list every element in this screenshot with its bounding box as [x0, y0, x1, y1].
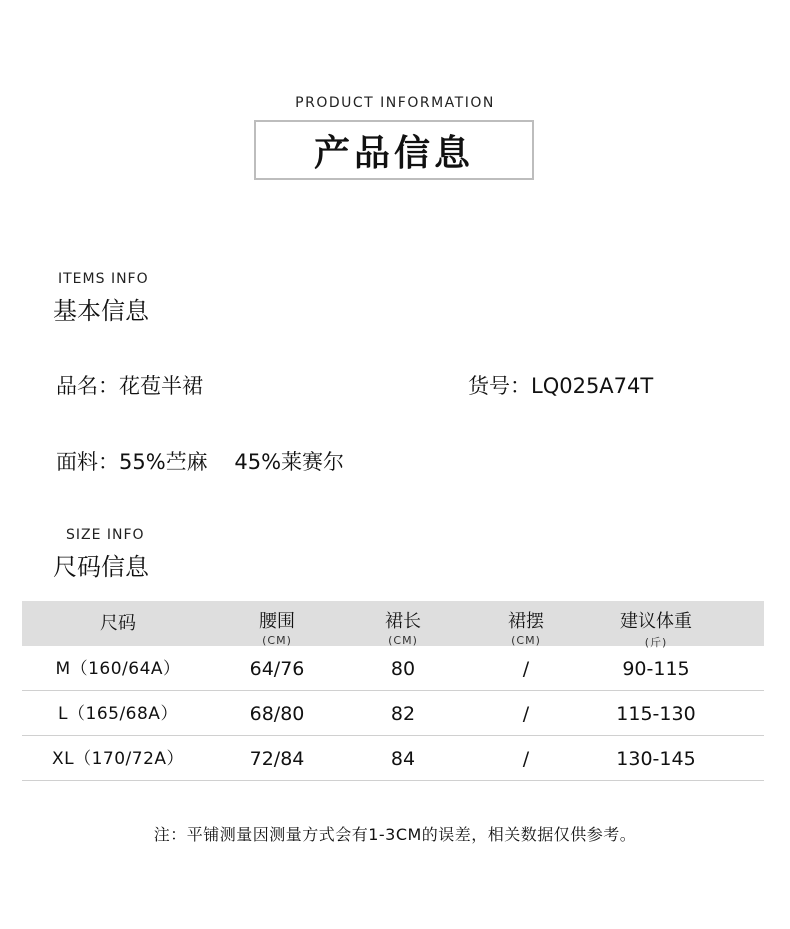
cell-length: 84 — [390, 748, 416, 770]
items-info-heading-en: ITEMS INFO — [58, 271, 149, 287]
cell-size: L（165/68A） — [58, 704, 178, 724]
product-code: 货号：LQ025A74T — [468, 374, 654, 398]
product-information-heading-en: PRODUCT INFORMATION — [295, 95, 495, 111]
table-row — [22, 691, 764, 736]
column-unit: (CM) — [262, 634, 292, 647]
column-label: 腰围 — [259, 611, 295, 632]
size-table-header — [22, 601, 764, 649]
column-label: 裙长 — [385, 611, 421, 632]
items-info-heading: 基本信息 — [53, 297, 149, 325]
product-information-title: 产品信息 — [313, 132, 474, 174]
cell-weight: 90-115 — [622, 658, 690, 680]
column-header-size — [22, 601, 214, 646]
column-header-length — [340, 601, 466, 646]
table-row — [22, 736, 764, 781]
column-unit: (CM) — [388, 634, 418, 647]
cell-size: M（160/64A） — [55, 659, 181, 679]
cell-length: 82 — [390, 703, 416, 725]
cell-weight: 115-130 — [616, 703, 696, 725]
column-header-weight — [586, 601, 726, 649]
size-info-heading: 尺码信息 — [53, 553, 149, 581]
table-row — [22, 646, 764, 691]
cell-length: 80 — [390, 658, 416, 680]
cell-waist: 72/84 — [249, 748, 305, 770]
size-table — [22, 601, 764, 781]
size-info-heading-en: SIZE INFO — [66, 527, 145, 543]
product-name: 品名：花苞半裙 — [56, 374, 203, 398]
column-label: 裙摆 — [508, 611, 544, 632]
column-header-hem — [466, 601, 586, 646]
measurement-note: 注：平铺测量因测量方式会有1-3CM的误差，相关数据仅供参考。 — [153, 825, 637, 844]
column-unit: (斤) — [644, 636, 668, 649]
cell-waist: 68/80 — [249, 703, 305, 725]
product-information-title-box — [254, 120, 534, 180]
cell-waist: 64/76 — [249, 658, 305, 680]
product-fabric: 面料：55%苎麻 45%莱赛尔 — [56, 450, 345, 474]
column-header-waist — [214, 601, 340, 646]
cell-hem: / — [522, 748, 530, 770]
column-label: 建议体重 — [620, 611, 692, 632]
column-label: 尺码 — [100, 613, 136, 634]
cell-size: XL（170/72A） — [51, 749, 185, 769]
cell-hem: / — [522, 658, 530, 680]
cell-hem: / — [522, 703, 530, 725]
column-unit: (CM) — [511, 634, 541, 647]
cell-weight: 130-145 — [616, 748, 696, 770]
